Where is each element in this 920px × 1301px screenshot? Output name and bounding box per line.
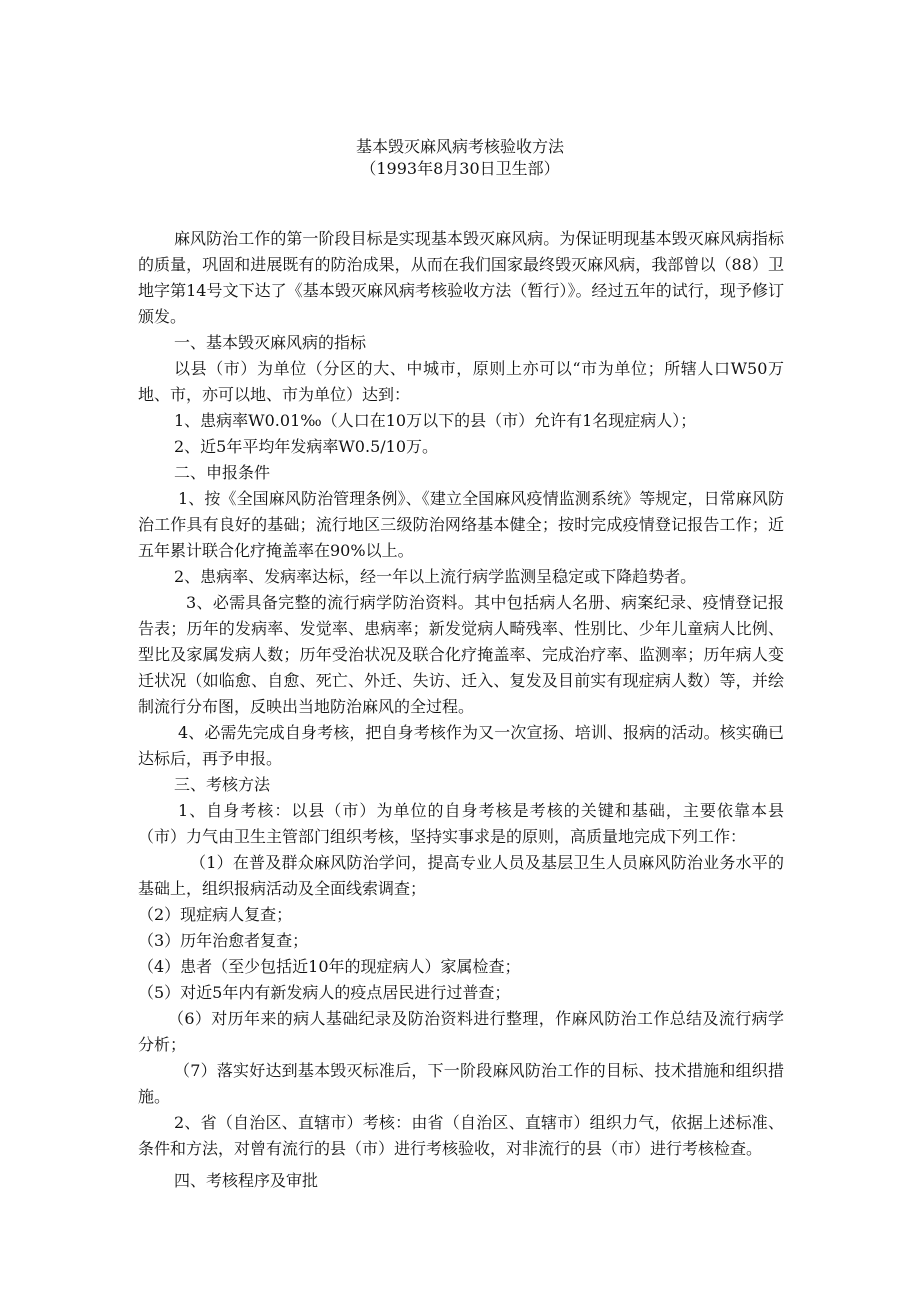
section-3-subitem-6: （6）对历年来的病人基础纪录及防治资料进行整理，作麻风防治工作总结及流行病学分析；: [138, 1009, 784, 1054]
section-3-heading: 三、考核方法: [174, 775, 271, 794]
section-4-heading: 四、考核程序及审批: [174, 1171, 319, 1190]
section-3-subitem-3: （3）历年治愈者复查；: [138, 931, 309, 950]
document-title: 基本毁灭麻风病考核验收方法: [355, 137, 564, 156]
section-2-item-4: 4、必需先完成自身考核，把自身考核作为又一次宣扬、培训、报病的活动。核实确已达标后，再予申报。: [138, 723, 784, 768]
section-2-item-1: 1、按《全国麻风防治管理条例》、《建立全国麻风疫情监测系统》等规定，日常麻风防治工作具有良好的基础；流行地区三级防治网络基本健全；按时完成疫情登记报告工作；近五年累计联合化疗掩盖率在90%以上。: [138, 489, 784, 560]
section-2-heading: 二、申报条件: [174, 463, 271, 482]
section-1-item-2: 2、近5年平均年发病率W0.5/10万。: [174, 437, 439, 456]
section-3-subitem-1: （1）在普及群众麻风防治学问，提高专业人员及基层卫生人员麻风防治业务水平的基础上，组织报病活动及全面线索调查；: [138, 853, 784, 898]
section-1-heading: 一、基本毁灭麻风病的指标: [174, 333, 367, 352]
intro-paragraph: 麻风防治工作的第一阶段目标是实现基本毁灭麻风病。为保证明现基本毁灭麻风病指标的质量，巩固和进展既有的防治成果，从而在我们国家最终毁灭麻风病，我部曾以（88）卫地字第14号文下达了《基本毁灭麻风病考核验收方法（暂行）》。经过五年的试行，现予修订颁发。: [138, 229, 784, 326]
document-subtitle: （1993年8月30日卫生部）: [360, 159, 560, 178]
section-3-subitem-4: （4）患者（至少包括近10年的现症病人）家属检查；: [138, 957, 521, 976]
section-3-item-2: 2、省（自治区、直辖市）考核：由省（自治区、直辖市）组织力气，依据上述标准、条件和方法，对曾有流行的县（市）进行考核验收，对非流行的县（市）进行考核检查。: [138, 1113, 784, 1158]
section-2-item-2: 2、患病率、发病率达标，经一年以上流行病学监测呈稳定或下降趋势者。: [174, 567, 697, 586]
section-1-text: 以县（市）为单位（分区的大、中城市，原则上亦可以“市为单位；所辖人口W50万地、市，亦可以地、市为单位）达到：: [138, 359, 784, 404]
section-2-item-3: 3、必需具备完整的流行病学防治资料。其中包括病人名册、病案纪录、疫情登记报告表；历年的发病率、发觉率、患病率；新发觉病人畸残率、性别比、少年儿童病人比例、型比及家属发病人数；历年受治状况及联合化疗掩盖率、完成治疗率、监测率；历年病人变迁状况（如临愈、自愈、死亡、外迁、失访、迁入、复发及目前实有现症病人数）等，并绘制流行分布图，反映出当地防治麻风的全过程。: [138, 593, 784, 716]
section-3-item-1: 1、自身考核：以县（市）为单位的自身考核是考核的关键和基础，主要依靠本县（市）力气由卫生主管部门组织考核，坚持实事求是的原则，高质量地完成下列工作：: [138, 801, 784, 846]
section-3-subitem-7: （7）落实好达到基本毁灭标准后，下一阶段麻风防治工作的目标、技术措施和组织措施。: [138, 1061, 784, 1106]
section-3-subitem-2: （2）现症病人复查；: [138, 905, 293, 924]
section-1-item-1: 1、患病率W0.01‰（人口在10万以下的县（市）允许有1名现症病人）；: [174, 411, 697, 430]
document-body: [138, 226, 784, 1194]
section-3-subitem-5: （5）对近5年内有新发病人的疫点居民进行过普查；: [138, 983, 511, 1002]
